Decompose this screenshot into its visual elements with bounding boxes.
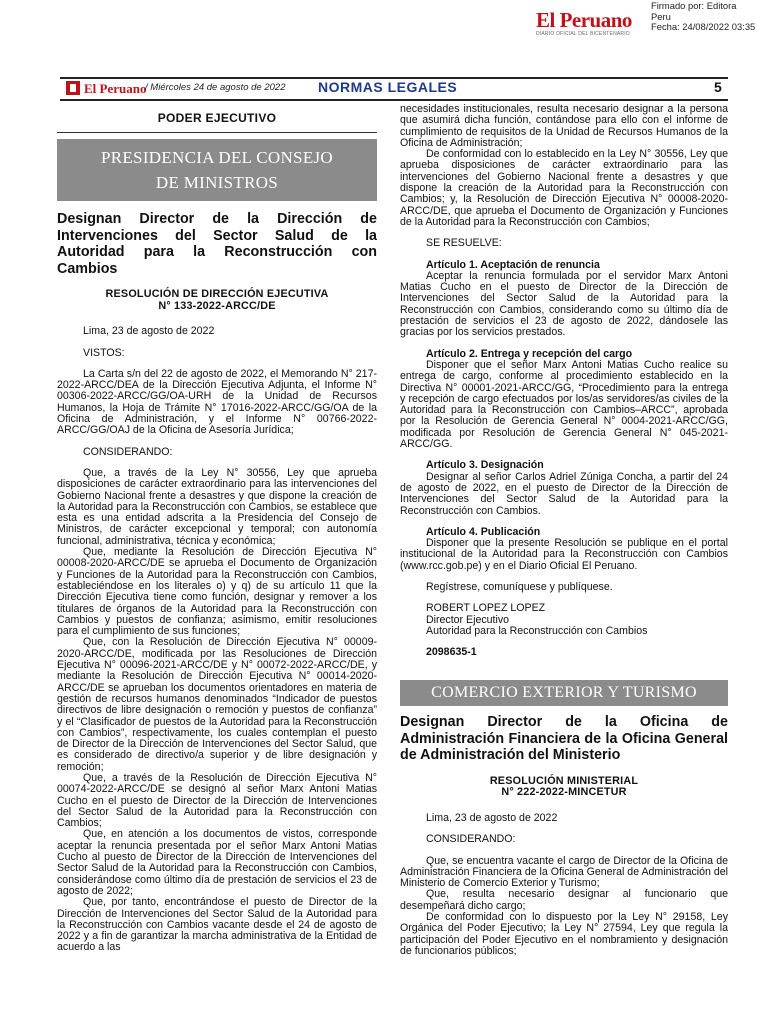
article-title: Artículo 4. Publicación bbox=[426, 525, 541, 538]
considerando-paragraph: De conformidad con lo dispuesto por la Ley N° 29158, Ley Orgánica del Poder Ejecutivo; la Ley N° 27594, Ley que regula la participación del Poder Ejecutivo en el nombramiento y designación de funcionarios públicos; bbox=[400, 911, 728, 957]
left-column bbox=[57, 104, 377, 954]
digital-signature-text: Firmado por: Editora Peru Fecha: 24/08/2022 03:35 bbox=[651, 0, 756, 33]
publication-code: 2098635-1 bbox=[426, 646, 477, 659]
ministry-banner bbox=[57, 139, 377, 201]
resolution-date: Lima, 23 de agosto de 2022 bbox=[426, 811, 558, 824]
article-text: Aceptar la renuncia formulada por el servidor Marx Antoni Matias Cucho en el puesto de Director de la Dirección de Intervenciones del Sector Salud de la Autoridad para la Reconstrucción con Cambios, considerando como su último día de prestación de servicios el 23 de agosto de 2022, dándosele las gracias por los servicios prestados. bbox=[400, 269, 728, 339]
continued-paragraph: necesidades institucionales, resulta necesario designar a la persona que asumirá dicha función, contándose para ello con el informe de cumplimiento de requisitos de la Unidad de Recursos Humanos de la Oficina de Administración; bbox=[400, 103, 728, 149]
peru-shield-icon bbox=[66, 81, 80, 95]
right-column bbox=[400, 104, 728, 957]
signer-role: Director Ejecutivo bbox=[426, 613, 510, 626]
ministry-banner-line-2: DE MINISTROS bbox=[155, 173, 279, 193]
resolution-number: N° 133-2022-ARCC/DE bbox=[158, 299, 276, 312]
considerando-paragraph: Que, por tanto, encontrándose el puesto de Director de la Dirección de Intervenciones del Sector Salud de la Autoridad para la Reconstrucción con Cambios vacante desde el 24 de agosto de 2022 y a fin de garantizar la marcha administrativa de la Entidad de acuerdo a las bbox=[57, 896, 377, 954]
closing-formula: Regístrese, comuníquese y publíquese. bbox=[426, 580, 613, 593]
considerando-heading: CONSIDERANDO: bbox=[83, 445, 173, 458]
considerando-paragraph: Que, mediante la Resolución de Dirección Ejecutiva N° 00008-2020-ARCC/DE se aprueba el Documento de Organización y Funciones de la Autoridad para la Reconstrucción con Cambios, estableciéndose en los literales o) y q) de su artículo 11 que la Dirección Ejecutiva tiene como función, designar y remover a los titulares de órganos de la Autoridad para la Reconstrucción con Cambios y puestos de confianza; asimismo, emitir resoluciones para el cumplimiento de sus funciones; bbox=[57, 546, 377, 638]
article-title: Artículo 1. Aceptación de renuncia bbox=[426, 258, 600, 271]
logo-tagline: DIARIO OFICIAL DEL BICENTENARIO bbox=[536, 31, 630, 37]
considerando-paragraph: Que, resulta necesario designar al funcionario que desempeñará dicho cargo; bbox=[400, 888, 728, 912]
considerando-paragraph: Que, con la Resolución de Dirección Ejecutiva N° 00009-2020-ARCC/DE, modificada por las Resoluciones de Dirección Ejecutiva N° 00096-2021-ARCC/DE y N° 00072-2022-ARCC/DE, y mediante la Resolución de Dirección Ejecutiva N° 00014-2020-ARCC/DE se aprueban los documentos orientadores en materia de gestión de recursos humanos denominados “Indicador de puestos directivos de libre designación o remoción y puestos de confianza” y el “Clasificador de puestos de la Autoridad para la Reconstrucción con Cambios”, respectivamente, los cuales contemplan el puesto de Director de la Dirección de Intervenciones del Sector Salud, que es considerado de directivo/a superior y de libre designación y remoción; bbox=[57, 636, 377, 773]
resolution-type: RESOLUCIÓN DE DIRECCIÓN EJECUTIVA bbox=[105, 288, 329, 301]
resolution-date: Lima, 23 de agosto de 2022 bbox=[83, 325, 215, 338]
article-title: Artículo 2. Entrega y recepción del cargo bbox=[426, 347, 633, 360]
article-text: Designar al señor Carlos Adriel Zúniga Concha, a partir del 24 de agosto de 2022, en el puesto de Director de la Dirección de Intervenciones del Sector Salud de la Autoridad para la Reconstrucción con Cambios. bbox=[400, 470, 728, 517]
signer-organization: Autoridad para la Reconstrucción con Cambios bbox=[426, 624, 648, 637]
section-title: PODER EJECUTIVO bbox=[157, 111, 277, 125]
considerando-paragraph: Que, a través de la Ley N° 30556, Ley que aprueba disposiciones de carácter extraordinario para las intervenciones del Gobierno Nacional frente a desastres y que dispone la creación de la Autoridad para la Reconstrucción con Cambios, se establece que esta es una entidad adscrita a la Presidencia del Consejo de Ministros, de carácter excepcional y temporal; con autonomía funcional, administrativa, técnica y económica; bbox=[57, 466, 377, 547]
document-title: Designan Director de la Oficina de Administración Financiera de la Oficina General de Administración del Ministerio bbox=[400, 714, 728, 764]
header-bottom-rule bbox=[60, 99, 728, 101]
se-resuelve-heading: SE RESUELVE: bbox=[426, 237, 502, 250]
resolution-type: RESOLUCIÓN MINISTERIAL bbox=[489, 774, 639, 787]
considerando-paragraph: Que, a través de la Resolución de Dirección Ejecutiva N° 00074-2022-ARCC/DE se designó al señor Marx Antoni Matias Cucho en el puesto de Director de la Dirección de Intervenciones del Sector Salud de la Autoridad para la Reconstrucción con Cambios; bbox=[57, 771, 377, 830]
vistos-paragraph: La Carta s/n del 22 de agosto de 2022, el Memorando N° 217-2022-ARCC/DEA de la Dirección Ejecutiva Adjunta, el Informe N° 00306-2022-ARCC/GG/OA-URH de la Unidad de Recursos Humanos, la Hoja de Trámite N° 17016-2022-ARCC/GG/OA de la Oficina de Administración, y el Informe N° 00766-2022-ARCC/GG/OAJ de la Oficina de Asesoría Jurídica; bbox=[57, 367, 377, 437]
article-title: Artículo 3. Designación bbox=[426, 459, 544, 472]
header-date: / Miércoles 24 de agosto de 2022 bbox=[145, 82, 286, 93]
article-text: Disponer que la presente Resolución se publique en el portal institucional de la Autoridad para la Reconstrucción con Cambios (www.rcc.gob.pe) y en el Diario Oficial El Peruano. bbox=[400, 537, 728, 572]
header-section: NORMAS LEGALES bbox=[318, 79, 458, 95]
section-rule bbox=[57, 132, 377, 133]
considerando-paragraph: Que, en atención a los documentos de vistos, corresponde aceptar la renuncia presentada por el señor Marx Antoni Matias Cucho al puesto de Director de la Dirección de Intervenciones del Sector Salud de la Autoridad para la Reconstrucción con Cambios, considerándose como último día de prestación de servicios el 23 de agosto de 2022; bbox=[57, 828, 377, 897]
ministry-banner: COMERCIO EXTERIOR Y TURISMO bbox=[400, 680, 728, 706]
legal-basis-paragraph: De conformidad con lo establecido en la Ley N° 30556, Ley que aprueba disposiciones de carácter extraordinario para las intervenciones del Gobierno Nacional frente a desastres y que dispone la creación de la Autoridad para la Reconstrucción con Cambios; y, la Resolución de Dirección Ejecutiva N° 00008-2020-ARCC/DE, que aprueba el Documento de Organización y Funciones de la Autoridad para la Reconstrucción con Cambios; bbox=[400, 148, 728, 228]
document-title: Designan Director de la Dirección de Intervenciones del Sector Salud de la Autoridad para la Reconstrucción con Cambios bbox=[57, 211, 377, 277]
article-text: Disponer que el señor Marx Antoni Matias Cucho realice su entrega de cargo, conforme al procedimiento establecido en la Directiva N° 00001-2021-ARCC/GG, “Procedimiento para la entrega y recepción de cargo efectuados por los/as servidores/as civiles de la Autoridad para la Reconstrucción con Cambios–ARCC”, aprobada por la Resolución de Gerencia General N° 0004-2021-ARCC/GG, modificada por Resolución de Gerencia General N° 045-2021-ARCC/GG. bbox=[400, 358, 728, 451]
el-peruano-logo: El Peruano bbox=[536, 8, 632, 32]
ministry-banner-line-1: PRESIDENCIA DEL CONSEJO bbox=[100, 148, 333, 168]
resolution-heading bbox=[400, 776, 728, 799]
considerando-paragraph: Que, se encuentra vacante el cargo de Director de la Oficina de Administración Financiera de la Oficina General de Administración del Ministerio de Comercio Exterior y Turismo; bbox=[400, 854, 728, 890]
considerando-heading: CONSIDERANDO: bbox=[426, 833, 516, 846]
signature-header bbox=[0, 0, 768, 42]
header-brand: El Peruano bbox=[84, 81, 147, 96]
resolution-heading bbox=[57, 289, 377, 312]
signer-name: ROBERT LOPEZ LOPEZ bbox=[426, 602, 546, 615]
resolution-number: N° 222-2022-MINCETUR bbox=[501, 786, 627, 799]
page-number: 5 bbox=[714, 79, 722, 95]
vistos-heading: VISTOS: bbox=[83, 346, 125, 359]
